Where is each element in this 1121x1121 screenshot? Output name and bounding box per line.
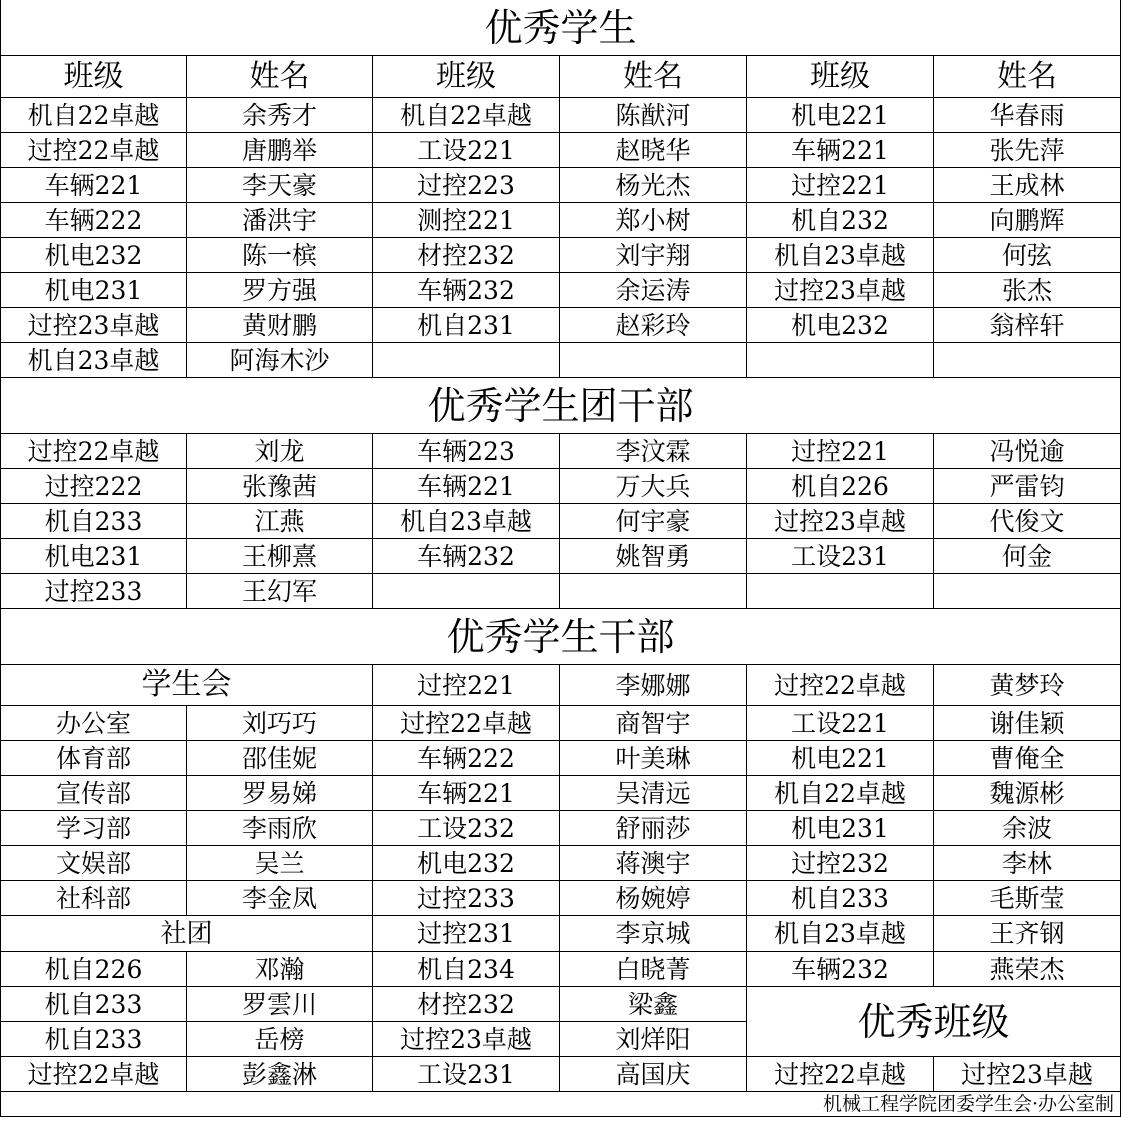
table-cell: 工设231 bbox=[373, 1057, 560, 1092]
table-cell: 邵佳妮 bbox=[187, 741, 373, 776]
table-cell: 过控223 bbox=[373, 168, 560, 203]
table-cell: 机自22卓越 bbox=[1, 98, 187, 133]
table-row bbox=[1, 916, 1121, 952]
table-cell: 谢佳颖 bbox=[934, 706, 1121, 741]
table-cell: 陈猷河 bbox=[560, 98, 747, 133]
table-cell: 过控231 bbox=[373, 916, 560, 952]
table-cell: 李京城 bbox=[560, 916, 747, 952]
table-cell: 罗雲川 bbox=[187, 987, 373, 1022]
table-cell: 车辆223 bbox=[373, 434, 560, 469]
table-row bbox=[1, 665, 1121, 706]
table-row bbox=[1, 706, 1121, 741]
table-cell: 机自23卓越 bbox=[747, 238, 934, 273]
column-header: 班级 bbox=[373, 56, 560, 98]
table-cell: 社科部 bbox=[1, 881, 187, 916]
table-cell: 文娱部 bbox=[1, 846, 187, 881]
table-row bbox=[1, 133, 1121, 168]
table-cell bbox=[747, 343, 934, 378]
table-row bbox=[1, 203, 1121, 238]
table-cell: 余秀才 bbox=[187, 98, 373, 133]
table-cell: 机自234 bbox=[373, 952, 560, 987]
table-row bbox=[1, 343, 1121, 378]
table-cell: 车辆221 bbox=[373, 469, 560, 504]
table-cell: 车辆232 bbox=[747, 952, 934, 987]
table-cell: 王成林 bbox=[934, 168, 1121, 203]
table-cell: 余运涛 bbox=[560, 273, 747, 308]
table-cell: 工设231 bbox=[747, 539, 934, 574]
table-row bbox=[1, 504, 1121, 539]
table-cell: 过控232 bbox=[747, 846, 934, 881]
table-cell: 宣传部 bbox=[1, 776, 187, 811]
table-cell: 代俊文 bbox=[934, 504, 1121, 539]
table-row bbox=[1, 952, 1121, 987]
table-cell: 刘龙 bbox=[187, 434, 373, 469]
table-cell bbox=[934, 343, 1121, 378]
table-cell: 车辆222 bbox=[1, 203, 187, 238]
table-cell: 过控22卓越 bbox=[373, 706, 560, 741]
table-cell: 严雷钧 bbox=[934, 469, 1121, 504]
table-cell: 杨光杰 bbox=[560, 168, 747, 203]
table-row bbox=[1, 238, 1121, 273]
table-cell: 李林 bbox=[934, 846, 1121, 881]
excellent-class-cell: 过控22卓越 bbox=[747, 1057, 934, 1092]
table-cell bbox=[373, 574, 560, 609]
table-cell: 机自23卓越 bbox=[373, 504, 560, 539]
table-cell: 机自22卓越 bbox=[373, 98, 560, 133]
table-cell: 车辆221 bbox=[1, 168, 187, 203]
table-cell: 高国庆 bbox=[560, 1057, 747, 1092]
table-cell: 过控233 bbox=[373, 881, 560, 916]
table-cell: 黄梦玲 bbox=[934, 665, 1121, 706]
table-cell: 机自233 bbox=[1, 504, 187, 539]
table-cell: 学习部 bbox=[1, 811, 187, 846]
table-cell: 过控22卓越 bbox=[1, 133, 187, 168]
table-cell: 过控222 bbox=[1, 469, 187, 504]
section-title-excellent-class: 优秀班级 bbox=[747, 987, 1121, 1057]
table-cell: 机自233 bbox=[1, 1022, 187, 1057]
table-cell: 车辆232 bbox=[373, 273, 560, 308]
table-cell: 材控232 bbox=[373, 238, 560, 273]
footer-credit: 机械工程学院团委学生会·办公室制 bbox=[1, 1092, 1121, 1117]
column-header: 班级 bbox=[747, 56, 934, 98]
table-cell: 罗易娣 bbox=[187, 776, 373, 811]
table-cell: 过控23卓越 bbox=[747, 504, 934, 539]
table-cell: 黄财鹏 bbox=[187, 308, 373, 343]
table-cell: 翁梓轩 bbox=[934, 308, 1121, 343]
table-cell: 王柳熹 bbox=[187, 539, 373, 574]
table-cell: 工设221 bbox=[747, 706, 934, 741]
table-cell: 李金凤 bbox=[187, 881, 373, 916]
table-cell: 过控221 bbox=[747, 168, 934, 203]
table-cell: 过控22卓越 bbox=[747, 665, 934, 706]
table-cell: 何宇豪 bbox=[560, 504, 747, 539]
table-cell: 张先萍 bbox=[934, 133, 1121, 168]
table-cell bbox=[747, 574, 934, 609]
table-cell: 过控23卓越 bbox=[747, 273, 934, 308]
table-cell: 赵彩玲 bbox=[560, 308, 747, 343]
table-row bbox=[1, 98, 1121, 133]
table-cell: 测控221 bbox=[373, 203, 560, 238]
table-cell: 机自23卓越 bbox=[747, 916, 934, 952]
table-cell: 燕荣杰 bbox=[934, 952, 1121, 987]
table-cell: 李娜娜 bbox=[560, 665, 747, 706]
table-cell: 机自233 bbox=[1, 987, 187, 1022]
column-header: 姓名 bbox=[934, 56, 1121, 98]
table-cell: 张杰 bbox=[934, 273, 1121, 308]
table-cell: 机电231 bbox=[1, 539, 187, 574]
table-cell: 机自233 bbox=[747, 881, 934, 916]
column-header: 姓名 bbox=[560, 56, 747, 98]
table-cell: 李汶霖 bbox=[560, 434, 747, 469]
table-cell bbox=[934, 574, 1121, 609]
table-cell bbox=[560, 343, 747, 378]
table-row bbox=[1, 434, 1121, 469]
table-cell: 江燕 bbox=[187, 504, 373, 539]
table-row bbox=[1, 539, 1121, 574]
table-cell: 体育部 bbox=[1, 741, 187, 776]
table-cell: 潘洪宇 bbox=[187, 203, 373, 238]
table-cell: 叶美琳 bbox=[560, 741, 747, 776]
table-cell: 机自231 bbox=[373, 308, 560, 343]
table-row bbox=[1, 574, 1121, 609]
table-cell: 王幻军 bbox=[187, 574, 373, 609]
table-row bbox=[1, 469, 1121, 504]
table-cell: 机电232 bbox=[373, 846, 560, 881]
table-cell: 白晓菁 bbox=[560, 952, 747, 987]
table-cell: 过控22卓越 bbox=[1, 434, 187, 469]
table-row bbox=[1, 168, 1121, 203]
table-cell: 过控221 bbox=[373, 665, 560, 706]
table-cell: 过控23卓越 bbox=[1, 308, 187, 343]
table-cell: 梁鑫 bbox=[560, 987, 747, 1022]
table-cell: 机电232 bbox=[1, 238, 187, 273]
table-cell: 彭鑫淋 bbox=[187, 1057, 373, 1092]
table-cell: 刘巧巧 bbox=[187, 706, 373, 741]
table-cell: 车辆222 bbox=[373, 741, 560, 776]
table-row bbox=[1, 741, 1121, 776]
section-title-excellent-students: 优秀学生 bbox=[1, 0, 1121, 56]
table-cell: 车辆221 bbox=[373, 776, 560, 811]
table-cell: 姚智勇 bbox=[560, 539, 747, 574]
table-cell: 曹俺全 bbox=[934, 741, 1121, 776]
table-cell: 李雨欣 bbox=[187, 811, 373, 846]
table-cell: 机自226 bbox=[747, 469, 934, 504]
table-cell: 邓瀚 bbox=[187, 952, 373, 987]
table-cell: 万大兵 bbox=[560, 469, 747, 504]
table-cell: 商智宇 bbox=[560, 706, 747, 741]
table-cell: 刘烊阳 bbox=[560, 1022, 747, 1057]
column-header: 班级 bbox=[1, 56, 187, 98]
table-row bbox=[1, 1057, 1121, 1092]
subsection-label-clubs: 社团 bbox=[1, 916, 373, 952]
table-cell: 岳榜 bbox=[187, 1022, 373, 1057]
table-cell: 机自226 bbox=[1, 952, 187, 987]
table-cell: 机电232 bbox=[747, 308, 934, 343]
table-cell: 机自232 bbox=[747, 203, 934, 238]
table-cell: 办公室 bbox=[1, 706, 187, 741]
table-cell: 机电221 bbox=[747, 741, 934, 776]
table-cell: 机电221 bbox=[747, 98, 934, 133]
table-cell: 过控22卓越 bbox=[1, 1057, 187, 1092]
table-cell: 舒丽莎 bbox=[560, 811, 747, 846]
table-cell: 余波 bbox=[934, 811, 1121, 846]
table-cell: 材控232 bbox=[373, 987, 560, 1022]
section-title-league-cadres: 优秀学生团干部 bbox=[1, 378, 1121, 434]
table-cell: 陈一槟 bbox=[187, 238, 373, 273]
table-cell: 赵晓华 bbox=[560, 133, 747, 168]
excellent-class-cell: 过控23卓越 bbox=[934, 1057, 1121, 1092]
table-cell: 工设232 bbox=[373, 811, 560, 846]
column-header: 姓名 bbox=[187, 56, 373, 98]
table-cell: 张豫茜 bbox=[187, 469, 373, 504]
table-cell: 唐鹏举 bbox=[187, 133, 373, 168]
table-cell: 郑小树 bbox=[560, 203, 747, 238]
table-cell: 车辆221 bbox=[747, 133, 934, 168]
table-cell: 魏源彬 bbox=[934, 776, 1121, 811]
table-row bbox=[1, 811, 1121, 846]
table-cell: 冯悦逾 bbox=[934, 434, 1121, 469]
table-row bbox=[1, 987, 1121, 1022]
table-cell: 工设221 bbox=[373, 133, 560, 168]
table-row bbox=[1, 776, 1121, 811]
table-cell: 吴清远 bbox=[560, 776, 747, 811]
table-row bbox=[1, 308, 1121, 343]
table-cell: 机自23卓越 bbox=[1, 343, 187, 378]
table-cell: 何金 bbox=[934, 539, 1121, 574]
table-cell: 过控23卓越 bbox=[373, 1022, 560, 1057]
table-cell: 华春雨 bbox=[934, 98, 1121, 133]
table-cell: 机电231 bbox=[747, 811, 934, 846]
table-cell: 阿海木沙 bbox=[187, 343, 373, 378]
table-cell: 王齐钢 bbox=[934, 916, 1121, 952]
table-cell: 吴兰 bbox=[187, 846, 373, 881]
table-cell: 杨婉婷 bbox=[560, 881, 747, 916]
table-cell: 过控221 bbox=[747, 434, 934, 469]
table-cell: 毛斯莹 bbox=[934, 881, 1121, 916]
table-cell: 何弦 bbox=[934, 238, 1121, 273]
table-cell: 机电231 bbox=[1, 273, 187, 308]
table-cell: 向鹏辉 bbox=[934, 203, 1121, 238]
table-cell: 过控233 bbox=[1, 574, 187, 609]
table-row bbox=[1, 846, 1121, 881]
table-row bbox=[1, 273, 1121, 308]
table-cell: 蒋澳宇 bbox=[560, 846, 747, 881]
table-cell: 机自22卓越 bbox=[747, 776, 934, 811]
table-cell: 罗方强 bbox=[187, 273, 373, 308]
table-cell: 李天豪 bbox=[187, 168, 373, 203]
table-row bbox=[1, 881, 1121, 916]
section-title-student-cadres: 优秀学生干部 bbox=[1, 609, 1121, 665]
table-cell: 刘宇翔 bbox=[560, 238, 747, 273]
table-cell bbox=[373, 343, 560, 378]
subsection-label-student-union: 学生会 bbox=[1, 665, 373, 706]
table-cell bbox=[560, 574, 747, 609]
table-cell: 车辆232 bbox=[373, 539, 560, 574]
